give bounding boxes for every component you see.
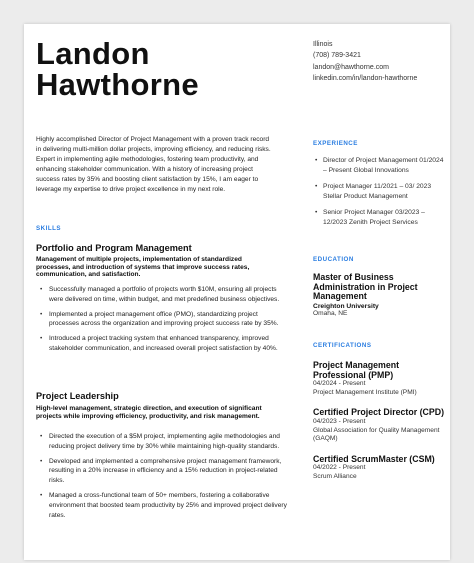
contact-location: Illinois [313, 41, 333, 48]
experience-section [313, 140, 448, 234]
education-school: Creighton University [313, 302, 379, 310]
certifications-section [313, 342, 448, 482]
skill-block-title: Portfolio and Program Management [36, 243, 192, 253]
education-degree: Master of Business Administration in Project Management [313, 272, 418, 302]
contact-phone: (708) 789-3421 [313, 52, 361, 60]
contact-linkedin[interactable]: linkedin.com/in/landon-hawthorne [313, 75, 418, 83]
bullet-item: • Managed a cross-functional team of 50+ members, fostering a collaborative environment that boosted team productivity by 25% and improved project delivery rates. [49, 491, 287, 520]
experience-list [313, 156, 448, 227]
skill-block-subtitle: Management of multiple projects, implementation of standardized processes, and introduction of systems that improve success rates, communication, and satisfaction. [36, 256, 250, 278]
bullet-item: • Implemented a project management office (PMO), standardizing project processes across the organization and improving project success rate by 35%. [49, 310, 287, 330]
education-section [313, 256, 448, 318]
bullet-item: • Successfully managed a portfolio of projects worth $10M, ensuring all projects were delivered on time, within budget, and met predefined business objectives. [49, 285, 287, 305]
first-name: Landon [36, 36, 150, 71]
skill-block-subtitle: High-level management, strategic direction, and execution of significant projects while improving efficiency, productivity, and risk management. [36, 405, 262, 420]
certifications-heading: CERTIFICATIONS [313, 342, 372, 349]
certification-date: 04/2023 - Present [313, 417, 366, 425]
certification-item [313, 408, 448, 443]
experience-item: • Senior Project Manager 03/2023 – 12/2023 Zenith Project Services [323, 208, 448, 227]
certification-issuer: Scrum Alliance [313, 472, 357, 480]
skills-heading: SKILLS [36, 225, 62, 232]
certification-title: Project Management Professional (PMP) [313, 360, 400, 380]
skill-block-title: Project Leadership [36, 391, 119, 401]
certification-title: Certified ScrumMaster (CSM) [313, 453, 435, 464]
certification-issuer: Global Association for Quality Management (GAQM) [313, 426, 440, 443]
experience-item: • Director of Project Management 01/2024 – Present Global Innovations [323, 156, 448, 175]
education-location: Omaha, NE [313, 309, 348, 317]
bullet-item: • Introduced a project tracking system that enhanced transparency, improved stakeholder communication, and increased overall project satisfaction by 40%. [49, 334, 287, 354]
certification-date: 04/2024 - Present [313, 380, 366, 388]
certification-issuer: Project Management Institute (PMI) [313, 388, 417, 396]
candidate-name [36, 38, 306, 100]
certification-item [313, 455, 448, 482]
professional-summary: Highly accomplished Director of Project Management with a proven track record in delivering multi-million dollar projects, improving efficiency, and reducing risks. Expert in implementing agile methodologies, fostering team productivity, and enhancing stakeholder communication. With a history of increasing project success rates by 35% and boosting client satisfaction by 15%, I am eager to leverage my expertise to drive project excellence in my next role. [36, 136, 271, 194]
bullet-item: • Directed the execution of a $5M project, implementing agile methodologies and reducing project delivery time by 30% while maintaining high-quality standards. [49, 432, 287, 452]
contact-email[interactable]: landon@hawthorne.com [313, 63, 389, 71]
skill-block-bullets [36, 432, 287, 525]
experience-heading: EXPERIENCE [313, 140, 358, 147]
experience-item: • Project Manager 11/2021 – 03/ 2023 Stellar Product Management [323, 182, 448, 201]
resume-page [24, 24, 450, 560]
bullet-item: • Developed and implemented a comprehensive project management framework, resulting in a 20% increase in efficiency and a 15% reduction in project-related risks. [49, 457, 287, 486]
skill-block-bullets [36, 285, 287, 359]
contact-info [313, 39, 448, 85]
education-heading: EDUCATION [313, 256, 354, 263]
certification-title: Certified Project Director (CPD) [313, 407, 444, 418]
certification-date: 04/2022 - Present [313, 464, 366, 472]
last-name: Hawthorne [36, 67, 199, 102]
certification-item [313, 361, 448, 397]
